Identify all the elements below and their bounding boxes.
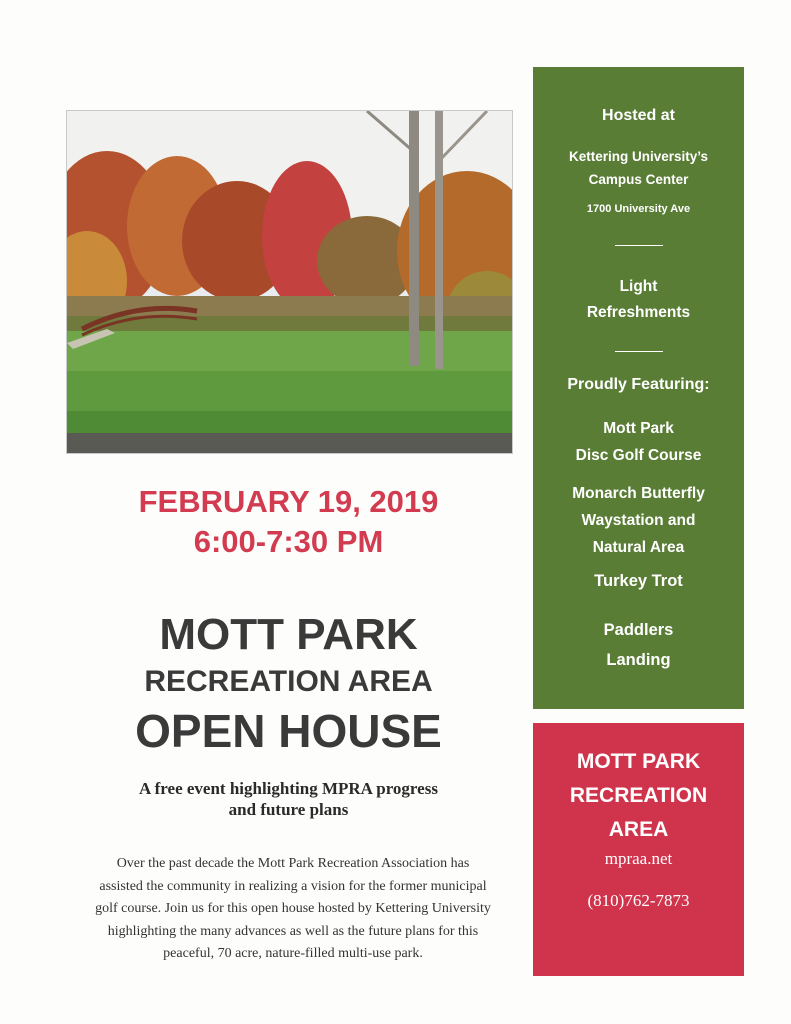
refreshments-line-1: Light	[619, 278, 658, 295]
hosted-heading: Hosted at	[602, 107, 675, 124]
feature-turkey-trot: Turkey Trot	[594, 572, 683, 590]
feature-paddlers-line-2: Landing	[606, 651, 671, 669]
description-line: golf course. Join us for this open house hosted by Kettering University	[95, 901, 491, 916]
details-panel	[533, 67, 744, 709]
description-line: peaceful, 70 acre, nature-filled multi-use park.	[163, 946, 423, 961]
feature-paddlers-landing	[533, 615, 744, 675]
venue-name	[533, 145, 744, 191]
event-time: 6:00-7:30 PM	[193, 524, 384, 559]
contact-panel	[533, 723, 744, 976]
feature-monarch-line-1: Monarch Butterfly	[572, 485, 705, 502]
venue-line-1: Kettering University’s	[568, 149, 709, 164]
divider	[615, 351, 663, 352]
feature-disc-golf	[533, 415, 744, 469]
tagline-line-1: A free event highlighting MPRA progress	[139, 779, 438, 798]
featuring-heading: Proudly Featuring:	[567, 376, 710, 393]
description	[58, 853, 528, 966]
org-name	[533, 745, 744, 847]
website-link[interactable]: mpraa.net	[604, 849, 673, 868]
title-line-1: MOTT PARK	[159, 610, 418, 659]
phone-number: (810)762-7873	[587, 891, 690, 910]
feature-monarch-line-3: Natural Area	[592, 539, 685, 556]
feature-monarch-waystation	[533, 480, 744, 561]
org-name-line-3: AREA	[608, 818, 669, 841]
description-line: assisted the community in realizing a vision for the former municipal	[99, 878, 487, 894]
park-photo-icon	[67, 111, 512, 453]
title-line-3: OPEN HOUSE	[135, 705, 442, 757]
org-name-line-2: RECREATION	[569, 784, 708, 807]
divider	[615, 245, 663, 246]
event-date: FEBRUARY 19, 2019	[138, 484, 439, 519]
refreshments-line-2: Refreshments	[586, 304, 691, 321]
feature-paddlers-line-1: Paddlers	[603, 621, 674, 639]
description-line: Over the past decade the Mott Park Recreation Association has	[116, 856, 470, 871]
feature-disc-golf-line-2: Disc Golf Course	[575, 447, 702, 464]
venue-address: 1700 University Ave	[586, 203, 691, 215]
park-photo	[66, 110, 513, 454]
venue-line-2: Campus Center	[588, 172, 689, 187]
refreshments	[533, 274, 744, 326]
feature-monarch-line-2: Waystation and	[581, 512, 696, 529]
title-line-2: RECREATION AREA	[144, 665, 433, 698]
feature-disc-golf-line-1: Mott Park	[603, 420, 674, 437]
tagline	[66, 778, 511, 820]
org-name-line-1: MOTT PARK	[576, 750, 701, 773]
tagline-line-2: and future plans	[228, 800, 349, 819]
description-line: highlighting the many advances as well as the future plans for this	[107, 923, 479, 939]
